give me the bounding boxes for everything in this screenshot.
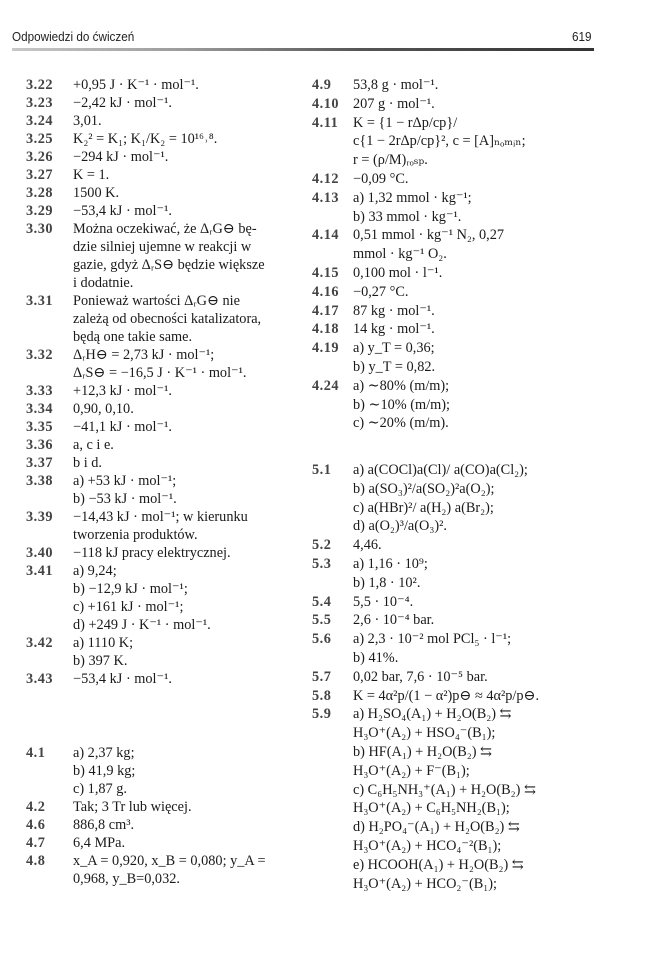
answer-text (353, 668, 539, 687)
exercise-number: 5.4 (312, 593, 332, 610)
answer-line: a) 9,24; (73, 563, 117, 579)
exercise-number: 4.17 (312, 302, 340, 319)
answer-entry (312, 302, 526, 321)
answer-text (353, 461, 539, 536)
exercise-number: 5.2 (312, 537, 332, 554)
answer-entry (26, 454, 265, 472)
answer-entry (26, 400, 265, 418)
answer-line: H₃O⁺(A₂) + F⁻(B₁); (353, 762, 470, 779)
answer-text (353, 264, 526, 283)
answer-line: 3,01. (73, 113, 102, 129)
answer-line: −2,42 kJ · mol⁻¹. (73, 95, 172, 111)
exercise-number: 3.41 (26, 563, 54, 579)
answer-text (73, 634, 265, 670)
answer-text (73, 562, 265, 634)
answer-line: i dodatnie. (73, 275, 134, 291)
answer-line: K = {1 − rΔp/cp}/ (353, 114, 458, 131)
answer-text (73, 670, 265, 688)
answer-text (73, 130, 265, 148)
answer-line: 14 kg · mol⁻¹. (353, 321, 435, 338)
answer-line: e) HCOOH(A₁) + H₂O(B₂) ⇆ (353, 856, 524, 873)
answer-text (353, 377, 526, 433)
answer-text (73, 148, 265, 166)
exercise-number: 4.18 (312, 321, 340, 338)
exercise-number: 4.12 (312, 170, 340, 187)
exercise-number: 3.43 (26, 671, 54, 687)
answer-line: H₃O⁺(A₂) + HCO₄⁻²(B₁); (353, 837, 502, 854)
answer-text (73, 834, 266, 852)
answer-line: H₃O⁺(A₂) + HSO₄⁻(B₁); (353, 725, 496, 742)
answer-entry (26, 76, 265, 94)
answer-line: a) 2,3 · 10⁻² mol PCl₅ · l⁻¹; (353, 631, 512, 648)
answer-line: ΔᵣH⊖ = 2,73 kJ · mol⁻¹; (73, 347, 215, 363)
answer-text (353, 687, 539, 706)
answer-line: b) HF(A₁) + H₂O(B₂) ⇆ (353, 743, 493, 760)
answer-entry (312, 339, 526, 377)
answer-entry (312, 76, 526, 95)
answer-line: r = (ρ/M)ᵣₒₛₚ. (353, 152, 428, 169)
answer-text (353, 339, 526, 377)
exercise-number: 3.39 (26, 509, 54, 525)
answer-text (73, 202, 265, 220)
exercise-number: 4.19 (312, 340, 340, 357)
exercise-number: 4.15 (312, 264, 340, 281)
exercise-number: 3.30 (26, 221, 54, 237)
answer-line: b) 41%. (353, 649, 399, 666)
answer-line: K₂² = K₁; K₁/K₂ = 10¹⁶˒⁸. (73, 131, 218, 147)
answer-line: c{1 − 2rΔp/cp}², c = [A]ₙₒₘᵢₙ; (353, 133, 526, 150)
answer-entry (312, 320, 526, 339)
answer-line: c) +161 kJ · mol⁻¹; (73, 599, 184, 615)
answer-line: a) a(COCl)a(Cl)/ a(CO)a(Cl₂); (353, 462, 528, 478)
answer-line: będą one takie same. (73, 329, 193, 345)
exercise-number: 3.37 (26, 455, 54, 471)
answer-line: x_A = 0,920, x_B = 0,080; y_A = (73, 853, 266, 869)
answer-line: K = 1. (73, 167, 110, 183)
answer-text (353, 114, 526, 170)
answer-entry (26, 94, 265, 112)
exercise-number: 4.1 (26, 745, 46, 761)
exercise-number: 3.36 (26, 437, 54, 453)
answer-line: c) C₆H₅NH₃⁺(A₁) + H₂O(B₂) ⇆ (353, 781, 536, 798)
answer-text (353, 611, 539, 630)
answer-line: b) 41,9 kg; (73, 763, 136, 779)
answer-line: c) a(HBr)²/ a(H₂) a(Br₂); (353, 499, 494, 516)
exercise-number: 3.26 (26, 149, 54, 165)
answer-text (73, 112, 265, 130)
exercise-number: 3.25 (26, 131, 54, 147)
answer-text (73, 166, 265, 184)
answer-text (73, 798, 266, 816)
answer-line: K = 4α²p/(1 − α²)p⊖ ≈ 4α²p/p⊖. (353, 687, 540, 704)
answer-line: Ponieważ wartości ΔᵣG⊖ nie (73, 293, 240, 309)
answer-entry (26, 418, 265, 436)
answer-entry (26, 852, 266, 888)
answer-line: 886,8 cm³. (73, 817, 135, 833)
answer-text (353, 555, 539, 593)
answer-line: tworzenia produktów. (73, 527, 198, 543)
answer-line: −53,4 kJ · mol⁻¹. (73, 671, 172, 687)
answer-line: a) 1,16 · 10⁹; (353, 555, 428, 572)
answer-entry (26, 112, 265, 130)
answer-text (73, 816, 266, 834)
answer-line: a) 2,37 kg; (73, 745, 135, 761)
exercise-number: 4.6 (26, 817, 46, 833)
exercise-number: 4.2 (26, 799, 46, 815)
answer-entry (312, 264, 526, 283)
answer-text (73, 292, 265, 346)
answer-entry (26, 436, 265, 454)
answer-entry (312, 593, 539, 612)
answer-line: H₃O⁺(A₂) + HCO₂⁻(B₁); (353, 875, 497, 892)
answer-section (312, 461, 539, 893)
exercise-number: 4.13 (312, 189, 340, 206)
answer-line: gazie, gdyż ΔᵣS⊖ będzie większe (73, 257, 265, 273)
answer-text (73, 346, 265, 382)
answer-entry (26, 744, 266, 798)
answer-line: b) 33 mmol · kg⁻¹. (353, 208, 462, 225)
header-rule (12, 48, 594, 51)
answer-line: 0,100 mol · l⁻¹. (353, 264, 443, 281)
answer-entry (312, 377, 526, 433)
answer-line: 4,46. (353, 537, 382, 554)
answer-line: 53,8 g · mol⁻¹. (353, 77, 439, 93)
answer-entry (312, 114, 526, 170)
answer-entry (26, 292, 265, 346)
answer-entry (312, 630, 539, 668)
exercise-number: 3.38 (26, 473, 54, 489)
exercise-number: 3.32 (26, 347, 54, 363)
answer-entry (26, 166, 265, 184)
exercise-number: 3.31 (26, 293, 54, 309)
answer-entry (312, 226, 526, 264)
answer-entry (312, 611, 539, 630)
answer-entry (26, 816, 266, 834)
answer-line: −41,1 kJ · mol⁻¹. (73, 419, 172, 435)
answer-entry (26, 670, 265, 688)
answer-text (353, 226, 526, 264)
answer-entry (26, 634, 265, 670)
exercise-number: 3.23 (26, 95, 54, 111)
exercise-number: 5.1 (312, 462, 332, 478)
answer-line: b) ∼10% (m/m); (353, 396, 450, 413)
answer-line: +0,95 J · K⁻¹ · mol⁻¹. (73, 77, 199, 93)
answer-text (353, 593, 539, 612)
answer-line: −14,43 kJ · mol⁻¹; w kierunku (73, 509, 248, 525)
answer-entry (312, 555, 539, 593)
answer-entry (312, 189, 526, 227)
answer-line: b) 397 K. (73, 653, 128, 669)
answer-text (353, 283, 526, 302)
answer-line: −0,27 °C. (353, 283, 409, 300)
answer-line: a, c i e. (73, 437, 114, 453)
answer-entry (26, 130, 265, 148)
answer-entry (26, 382, 265, 400)
answer-line: 5,5 · 10⁻⁴. (353, 593, 414, 610)
answer-line: b) 1,8 · 10². (353, 574, 421, 591)
answer-entry (312, 461, 539, 536)
answer-entry (312, 668, 539, 687)
answer-line: +12,3 kJ · mol⁻¹. (73, 383, 172, 399)
exercise-number: 4.10 (312, 95, 340, 112)
answer-line: H₃O⁺(A₂) + C₆H₅NH₂(B₁); (353, 800, 510, 817)
answer-text (73, 472, 265, 508)
exercise-number: 4.16 (312, 283, 340, 300)
exercise-number: 4.8 (26, 853, 46, 869)
answer-line: a) +53 kJ · mol⁻¹; (73, 473, 177, 489)
answer-line: a) 1110 K; (73, 635, 134, 651)
answer-section (26, 744, 266, 888)
answer-line: a) H₂SO₄(A₁) + H₂O(B₂) ⇆ (353, 706, 512, 723)
answer-entry (26, 544, 265, 562)
exercise-number: 5.8 (312, 687, 332, 704)
exercise-number: 3.34 (26, 401, 54, 417)
answer-line: −53,4 kJ · mol⁻¹. (73, 203, 172, 219)
answer-text (73, 508, 265, 544)
answer-entry (26, 202, 265, 220)
answer-section (312, 76, 526, 433)
answer-line: 1500 K. (73, 185, 120, 201)
answer-text (73, 220, 265, 292)
answer-entry (26, 184, 265, 202)
exercise-number: 5.3 (312, 555, 332, 572)
exercise-number: 5.7 (312, 668, 332, 685)
answer-line: Można oczekiwać, że ΔᵣG⊖ bę- (73, 221, 257, 237)
answer-line: −294 kJ · mol⁻¹. (73, 149, 169, 165)
answer-entry (26, 148, 265, 166)
answer-text (353, 630, 539, 668)
answer-text (73, 94, 265, 112)
exercise-number: 3.29 (26, 203, 54, 219)
answer-line: mmol · kg⁻¹ O₂. (353, 246, 447, 263)
answer-line: 87 kg · mol⁻¹. (353, 302, 435, 319)
answer-line: 207 g · mol⁻¹. (353, 95, 435, 112)
page-number: 619 (572, 29, 592, 44)
answer-entry (312, 170, 526, 189)
answer-line: a) 1,32 mmol · kg⁻¹; (353, 189, 472, 206)
exercise-number: 4.24 (312, 377, 340, 394)
answer-entry (26, 834, 266, 852)
answer-line: b) a(SO₃)²/a(SO₂)²a(O₂); (353, 480, 495, 497)
answer-text (73, 544, 265, 562)
answer-line: d) H₂PO₄⁻(A₁) + H₂O(B₂) ⇆ (353, 819, 520, 836)
answer-text (353, 320, 526, 339)
answer-line: 2,6 · 10⁻⁴ bar. (353, 612, 435, 629)
answer-text (73, 184, 265, 202)
answer-entry (26, 508, 265, 544)
answer-text (73, 382, 265, 400)
answer-line: ΔᵣS⊖ = −16,5 J · K⁻¹ · mol⁻¹. (73, 365, 247, 381)
answer-text (353, 170, 526, 189)
exercise-number: 3.33 (26, 383, 54, 399)
answer-entry (312, 687, 539, 706)
answer-text (353, 302, 526, 321)
exercise-number: 3.35 (26, 419, 54, 435)
answer-text (73, 400, 265, 418)
answer-text (73, 744, 266, 798)
exercise-number: 4.11 (312, 114, 339, 131)
exercise-number: 5.9 (312, 706, 332, 723)
exercise-number: 4.14 (312, 227, 340, 244)
answer-line: 0,90, 0,10. (73, 401, 134, 417)
answer-line: zależą od obecności katalizatora, (73, 311, 262, 327)
exercise-number: 3.24 (26, 113, 54, 129)
answer-line: a) y_T = 0,36; (353, 340, 435, 357)
answer-line: b) y_T = 0,82. (353, 358, 436, 375)
exercise-number: 5.5 (312, 612, 332, 629)
answer-line: d) +249 J · K⁻¹ · mol⁻¹. (73, 617, 211, 633)
answer-entry (312, 283, 526, 302)
answer-text (353, 705, 539, 893)
answer-entry (26, 472, 265, 508)
answer-line: b) −12,9 kJ · mol⁻¹; (73, 581, 188, 597)
answer-line: dzie silniej ujemne w reakcji w (73, 239, 252, 255)
answer-text (73, 454, 265, 472)
answer-line: −118 kJ pracy elektrycznej. (73, 545, 231, 561)
exercise-number: 5.6 (312, 631, 332, 648)
answer-line: 0,968, y_B=0,032. (73, 871, 180, 887)
answer-line: b) −53 kJ · mol⁻¹. (73, 491, 177, 507)
answer-text (73, 852, 266, 888)
answer-line: c) 1,87 g. (73, 781, 127, 797)
answer-line: b i d. (73, 455, 102, 471)
answer-entry (26, 798, 266, 816)
running-header-title: Odpowiedzi do ćwiczeń (12, 29, 135, 44)
answer-line: d) a(O₂)³/a(O₃)². (353, 518, 447, 535)
exercise-number: 3.27 (26, 167, 54, 183)
answer-text (353, 189, 526, 227)
answer-entry (312, 536, 539, 555)
answer-text (353, 536, 539, 555)
exercise-number: 4.7 (26, 835, 46, 851)
answer-entry (26, 562, 265, 634)
exercise-number: 3.40 (26, 545, 54, 561)
answer-line: 0,02 bar, 7,6 · 10⁻⁵ bar. (353, 668, 488, 685)
answer-entry (312, 705, 539, 893)
answer-line: 6,4 MPa. (73, 835, 126, 851)
answer-text (353, 95, 526, 114)
answer-entry (26, 346, 265, 382)
answer-line: 0,51 mmol · kg⁻¹ N₂, 0,27 (353, 227, 505, 244)
answer-line: −0,09 °C. (353, 170, 409, 187)
answer-entry (312, 95, 526, 114)
answer-section (26, 76, 265, 688)
answer-text (73, 76, 265, 94)
answer-text (353, 76, 526, 95)
answer-line: a) ∼80% (m/m); (353, 377, 450, 394)
answer-line: c) ∼20% (m/m). (353, 415, 449, 432)
answer-text (73, 436, 265, 454)
exercise-number: 3.42 (26, 635, 54, 651)
answer-line: Tak; 3 Tr lub więcej. (73, 799, 192, 815)
answer-entry (26, 220, 265, 292)
exercise-number: 4.9 (312, 77, 332, 93)
exercise-number: 3.28 (26, 185, 54, 201)
exercise-number: 3.22 (26, 77, 54, 93)
answer-text (73, 418, 265, 436)
